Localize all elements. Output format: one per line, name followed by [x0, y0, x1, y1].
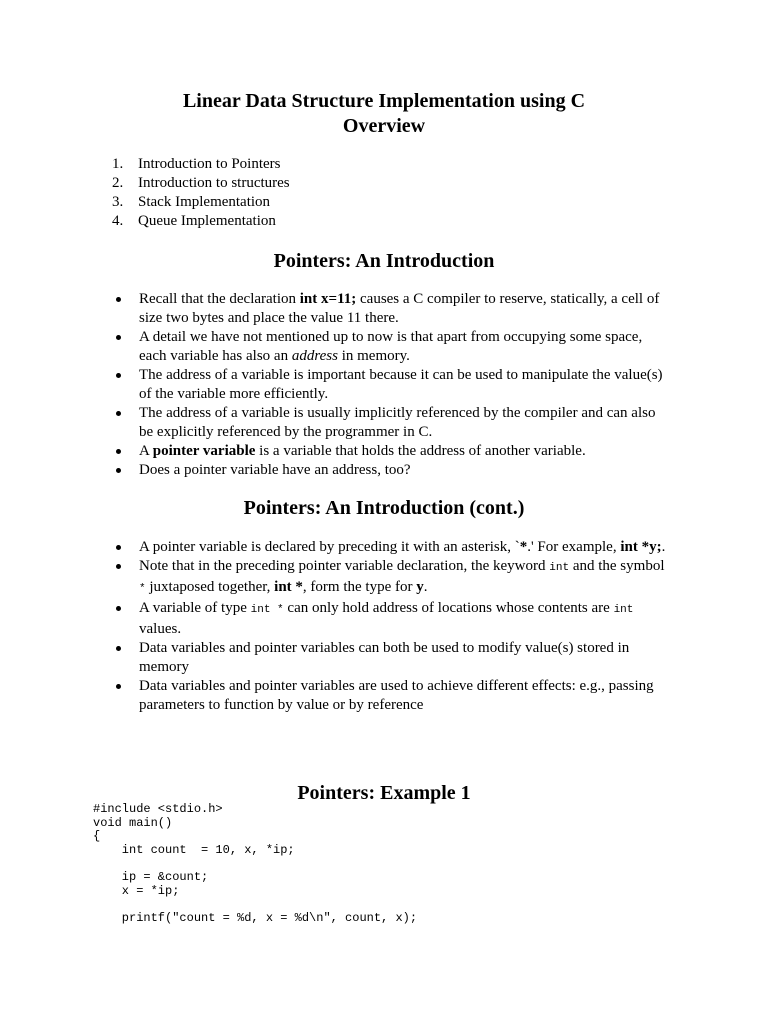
list-item: Data variables and pointer variables are used to achieve different effects: e.g., passing parameters to function by value or by reference	[112, 677, 672, 715]
section-heading: Pointers: An Introduction	[273, 250, 495, 272]
bullet-icon	[116, 606, 121, 611]
overview-item: 3. Stack Implementation	[112, 194, 271, 210]
section-heading: Pointers: Example 1	[297, 782, 471, 804]
list-item: Does a pointer variable have an address, too?	[112, 461, 672, 480]
list-item: The address of a variable is important because it can be used to manipulate the value(s) of the variable more efficiently.	[112, 366, 672, 404]
bullet-icon	[116, 646, 121, 651]
overview-item: 2. Introduction to structures	[112, 175, 290, 191]
bullet-icon	[116, 411, 121, 416]
overview-list	[112, 155, 290, 231]
bullet-icon	[116, 684, 121, 689]
list-item: Recall that the declaration int x=11; causes a C compiler to reserve, statically, a cell of size two bytes and place the value 11 there.	[112, 290, 672, 328]
bullet-icon	[116, 545, 121, 550]
overview-item: 1. Introduction to Pointers	[112, 156, 281, 172]
list-item: A pointer variable is a variable that holds the address of another variable.	[112, 442, 672, 461]
bullet-icon	[116, 335, 121, 340]
bullet-icon	[116, 468, 121, 473]
list-item: Note that in the preceding pointer variable declaration, the keyword int and the symbol * juxtaposed together, int *, form the type for y.	[112, 557, 672, 599]
bullet-icon	[116, 297, 121, 302]
bullet-icon	[116, 564, 121, 569]
list-item: A detail we have not mentioned up to now is that apart from occupying some space, each variable has also an address in memory.	[112, 328, 672, 366]
bullet-icon	[116, 449, 121, 454]
bullet-icon	[116, 373, 121, 378]
list-item: Data variables and pointer variables can both be used to modify value(s) stored in memory	[112, 639, 672, 677]
section-heading: Pointers: An Introduction (cont.)	[243, 497, 525, 519]
document-title: Linear Data Structure Implementation using C	[182, 90, 586, 112]
document-subtitle: Overview	[342, 115, 426, 137]
bullet-list	[112, 538, 672, 715]
overview-item: 4. Queue Implementation	[112, 213, 276, 229]
list-item: A pointer variable is declared by preceding it with an asterisk, `*.' For example, int *y;.	[112, 538, 672, 557]
code-block: #include <stdio.h> void main() { int count = 10, x, *ip; ip = &count; x = *ip; printf("count = %d, x = %d\n", count, x);	[93, 802, 418, 925]
list-item: The address of a variable is usually implicitly referenced by the compiler and can also be explicitly referenced by the programmer in C.	[112, 404, 672, 442]
bullet-list	[112, 290, 672, 480]
list-item: A variable of type int * can only hold address of locations whose contents are int values.	[112, 599, 672, 639]
